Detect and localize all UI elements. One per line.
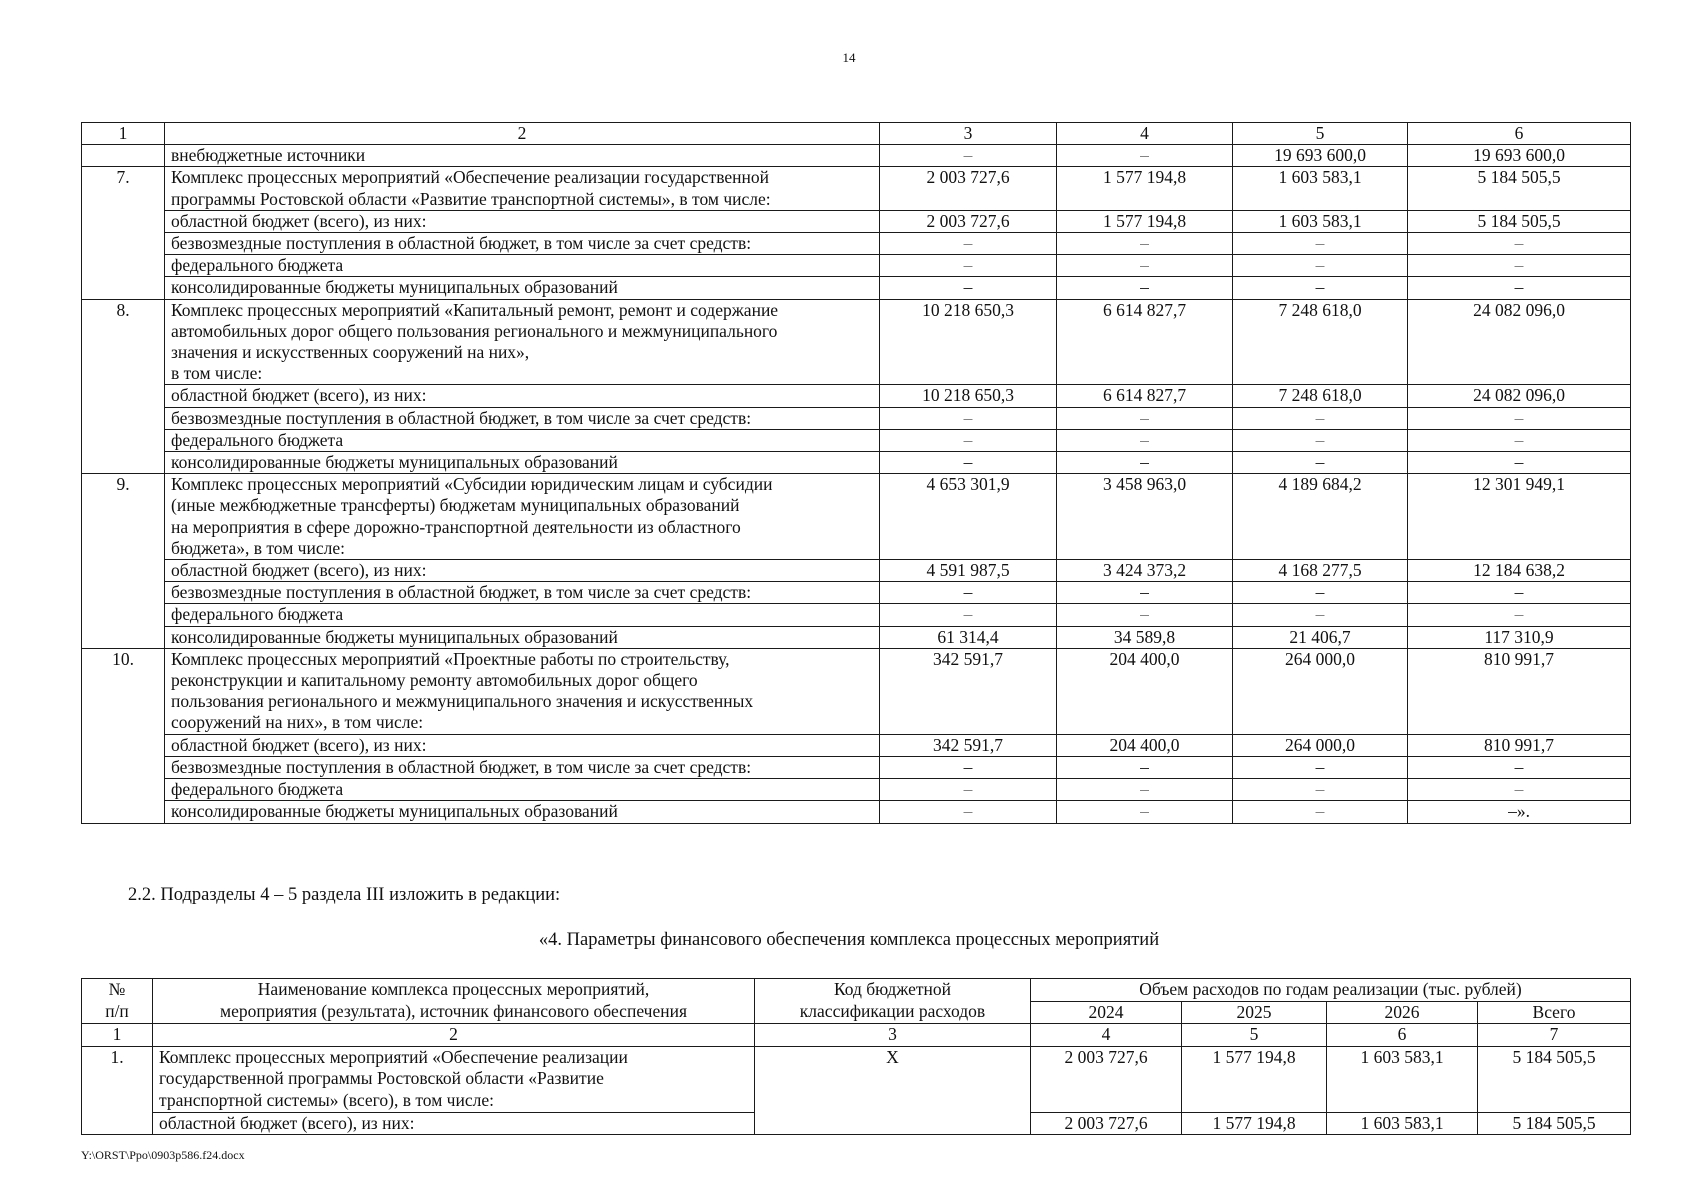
value-cell: – <box>1233 233 1408 255</box>
value-cell: – <box>880 145 1057 167</box>
total-header: Всего <box>1478 1001 1631 1024</box>
complex-title <box>165 474 880 560</box>
col-number-cell: 2 <box>153 1024 755 1047</box>
value-cell: 24 082 096,0 <box>1408 385 1631 407</box>
value-cell: – <box>1233 255 1408 277</box>
label-cell: безвозмездные поступления в областной бюджет, в том числе за счет средств: <box>165 233 880 255</box>
table-row <box>82 299 1631 385</box>
value-cell: – <box>1057 429 1233 451</box>
header-budget-code <box>755 979 1031 1024</box>
text-line: Наименование комплекса процессных мероприятий, <box>257 979 650 999</box>
label-cell: федерального бюджета <box>165 255 880 277</box>
text-line: Комплекс процессных мероприятий «Субсидии юридическим лицам и субсидии <box>171 474 773 495</box>
col-number-cell: 6 <box>1408 123 1631 145</box>
table-row <box>82 167 1631 210</box>
table-row <box>82 582 1631 604</box>
section-subtitle: «4. Параметры финансового обеспечения комплекса процессных мероприятий <box>538 930 1160 950</box>
row-number: 10. <box>82 648 165 823</box>
value-cell: – <box>1057 407 1233 429</box>
value-cell: 10 218 650,3 <box>880 299 1057 385</box>
financing-table-continued <box>81 122 1631 824</box>
value-cell: 1 603 583,1 <box>1233 167 1408 210</box>
value-cell: 342 591,7 <box>880 648 1057 734</box>
label-cell: федерального бюджета <box>165 779 880 801</box>
value-cell: 204 400,0 <box>1057 734 1233 756</box>
text-line: (иные межбюджетные трансферты) бюджетам муниципальных образований <box>171 495 740 516</box>
table-row <box>82 756 1631 778</box>
header-expense-volume: Объем расходов по годам реализации (тыс. рублей) <box>1031 979 1631 1002</box>
header-name <box>153 979 755 1024</box>
page-number: 14 <box>842 50 856 65</box>
value-cell: – <box>880 756 1057 778</box>
col-number-cell: 2 <box>165 123 880 145</box>
value-cell: 1 577 194,8 <box>1182 1046 1327 1112</box>
value-cell: – <box>1408 604 1631 626</box>
table-row <box>82 210 1631 232</box>
value-cell: 4 168 277,5 <box>1233 560 1408 582</box>
text-line: государственной программы Ростовской области «Развитие <box>159 1068 604 1089</box>
value-cell: 4 653 301,9 <box>880 474 1057 560</box>
header-row <box>82 979 1631 1002</box>
value-cell: – <box>1233 582 1408 604</box>
value-cell: – <box>1408 255 1631 277</box>
value-cell: 12 184 638,2 <box>1408 560 1631 582</box>
label-cell: безвозмездные поступления в областной бюджет, в том числе за счет средств: <box>165 582 880 604</box>
value-cell: 1 577 194,8 <box>1182 1112 1327 1135</box>
row-number: 9. <box>82 474 165 649</box>
value-cell: 264 000,0 <box>1233 734 1408 756</box>
text-line: мероприятия (результата), источник финансового обеспечения <box>220 1000 687 1021</box>
text-line: значения и искусственных сооружений на них», <box>171 342 530 363</box>
year-header: 2025 <box>1182 1001 1327 1024</box>
table-row <box>82 779 1631 801</box>
label-cell: областной бюджет (всего), из них: <box>165 385 880 407</box>
value-cell: 810 991,7 <box>1408 648 1631 734</box>
col-number-cell: 1 <box>82 123 165 145</box>
value-cell: –». <box>1408 801 1631 823</box>
table-row <box>82 604 1631 626</box>
value-cell: – <box>1057 277 1233 299</box>
text-line: программы Ростовской области «Развитие транспортной системы», в том числе: <box>171 188 771 209</box>
value-cell: – <box>880 582 1057 604</box>
file-path: Y:\ORST\Ppo\0903p586.f24.docx <box>81 1148 245 1162</box>
value-cell: – <box>880 255 1057 277</box>
value-cell: – <box>1057 604 1233 626</box>
value-cell: 5 184 505,5 <box>1478 1112 1631 1135</box>
text-line: автомобильных дорог общего пользования регионального и межмуниципального <box>171 320 778 341</box>
value-cell: 34 589,8 <box>1057 626 1233 648</box>
value-cell: 6 614 827,7 <box>1057 385 1233 407</box>
text-line: классификации расходов <box>799 1000 986 1021</box>
table-row <box>82 429 1631 451</box>
value-cell: – <box>880 779 1057 801</box>
col-number-cell: 5 <box>1182 1024 1327 1047</box>
financing-parameters-table <box>81 978 1631 1135</box>
value-cell: 7 248 618,0 <box>1233 385 1408 407</box>
value-cell: – <box>1057 145 1233 167</box>
table-row <box>82 474 1631 560</box>
header-number <box>82 979 153 1024</box>
table-row <box>82 648 1631 734</box>
label-cell: консолидированные бюджеты муниципальных образований <box>165 277 880 299</box>
value-cell: 4 591 987,5 <box>880 560 1057 582</box>
value-cell: – <box>1057 779 1233 801</box>
label-cell: областной бюджет (всего), из них: <box>165 210 880 232</box>
value-cell: – <box>1057 452 1233 474</box>
value-cell: – <box>1057 233 1233 255</box>
value-cell: 21 406,7 <box>1233 626 1408 648</box>
col-number-cell: 4 <box>1057 123 1233 145</box>
label-cell: безвозмездные поступления в областной бюджет, в том числе за счет средств: <box>165 407 880 429</box>
row-number: 1. <box>82 1046 153 1134</box>
table-row <box>82 385 1631 407</box>
value-cell: – <box>1408 233 1631 255</box>
value-cell: 4 189 684,2 <box>1233 474 1408 560</box>
text-line: Код бюджетной <box>833 979 952 999</box>
budget-code-cell: Х <box>755 1046 1031 1134</box>
value-cell: – <box>1057 756 1233 778</box>
text-line: Комплекс процессных мероприятий «Проектные работы по строительству, <box>171 648 730 669</box>
col-number-cell: 6 <box>1327 1024 1478 1047</box>
label-cell: консолидированные бюджеты муниципальных образований <box>165 801 880 823</box>
text-line: Комплекс процессных мероприятий «Обеспечение реализации <box>159 1046 628 1067</box>
label-cell: федерального бюджета <box>165 604 880 626</box>
value-cell: 7 248 618,0 <box>1233 299 1408 385</box>
value-cell: 24 082 096,0 <box>1408 299 1631 385</box>
value-cell: – <box>1057 255 1233 277</box>
table-row <box>82 626 1631 648</box>
value-cell: – <box>1408 582 1631 604</box>
column-number-row <box>82 1024 1631 1047</box>
value-cell: 1 603 583,1 <box>1233 210 1408 232</box>
text-line: сооружений на них», в том числе: <box>171 712 424 733</box>
value-cell: 5 184 505,5 <box>1408 210 1631 232</box>
table-row <box>82 452 1631 474</box>
value-cell: 2 003 727,6 <box>1031 1046 1182 1112</box>
value-cell: – <box>1408 407 1631 429</box>
col-number-cell: 5 <box>1233 123 1408 145</box>
label-cell: федерального бюджета <box>165 429 880 451</box>
value-cell: 810 991,7 <box>1408 734 1631 756</box>
table-row <box>82 255 1631 277</box>
col-number-cell: 7 <box>1478 1024 1631 1047</box>
value-cell: 1 577 194,8 <box>1057 210 1233 232</box>
text-line: № <box>108 979 126 999</box>
value-cell: – <box>1408 452 1631 474</box>
value-cell: – <box>880 452 1057 474</box>
value-cell: – <box>880 233 1057 255</box>
col-number-cell: 3 <box>880 123 1057 145</box>
value-cell: – <box>880 277 1057 299</box>
value-cell: 61 314,4 <box>880 626 1057 648</box>
value-cell: 1 603 583,1 <box>1327 1046 1478 1112</box>
complex-title <box>165 648 880 734</box>
number-cell <box>82 145 165 167</box>
text-line: на мероприятия в сфере дорожно-транспортной деятельности из областного <box>171 516 741 537</box>
value-cell: 5 184 505,5 <box>1408 167 1631 210</box>
value-cell: 19 693 600,0 <box>1408 145 1631 167</box>
value-cell: 2 003 727,6 <box>1031 1112 1182 1135</box>
table-row <box>82 145 1631 167</box>
value-cell: – <box>1233 277 1408 299</box>
value-cell: 3 424 373,2 <box>1057 560 1233 582</box>
value-cell: 264 000,0 <box>1233 648 1408 734</box>
value-cell: – <box>880 604 1057 626</box>
value-cell: – <box>1408 779 1631 801</box>
complex-title <box>165 299 880 385</box>
col-number-cell: 3 <box>755 1024 1031 1047</box>
label-cell: областной бюджет (всего), из них: <box>165 560 880 582</box>
value-cell: 3 458 963,0 <box>1057 474 1233 560</box>
year-header: 2026 <box>1327 1001 1478 1024</box>
text-line: Комплекс процессных мероприятий «Обеспечение реализации государственной <box>171 167 769 188</box>
value-cell: – <box>880 429 1057 451</box>
row-number: 7. <box>82 167 165 299</box>
value-cell: 342 591,7 <box>880 734 1057 756</box>
table-row <box>82 560 1631 582</box>
value-cell: 12 301 949,1 <box>1408 474 1631 560</box>
value-cell: – <box>1408 277 1631 299</box>
year-header: 2024 <box>1031 1001 1182 1024</box>
value-cell: – <box>1408 429 1631 451</box>
value-cell: – <box>1233 604 1408 626</box>
value-cell: 2 003 727,6 <box>880 210 1057 232</box>
col-number-cell: 1 <box>82 1024 153 1047</box>
value-cell: 1 577 194,8 <box>1057 167 1233 210</box>
value-cell: – <box>1233 779 1408 801</box>
complex-title <box>153 1046 755 1112</box>
label-cell: внебюджетные источники <box>165 145 880 167</box>
value-cell: – <box>1408 756 1631 778</box>
value-cell: 117 310,9 <box>1408 626 1631 648</box>
label-cell: областной бюджет (всего), из них: <box>165 734 880 756</box>
text-line: пользования регионального и межмуниципального значения и искусственных <box>171 691 754 712</box>
text-line: бюджета», в том числе: <box>171 537 345 558</box>
value-cell: – <box>880 801 1057 823</box>
value-cell: – <box>1233 452 1408 474</box>
value-cell: – <box>1233 756 1408 778</box>
col-number-cell: 4 <box>1031 1024 1182 1047</box>
table-row <box>82 1046 1631 1112</box>
complex-title <box>165 167 880 210</box>
value-cell: 5 184 505,5 <box>1478 1046 1631 1112</box>
value-cell: – <box>1233 407 1408 429</box>
value-cell: 10 218 650,3 <box>880 385 1057 407</box>
amendment-paragraph: 2.2. Подразделы 4 – 5 раздела III изложить в редакции: <box>128 885 561 905</box>
label-cell: безвозмездные поступления в областной бюджет, в том числе за счет средств: <box>165 756 880 778</box>
value-cell: 1 603 583,1 <box>1327 1112 1478 1135</box>
value-cell: 6 614 827,7 <box>1057 299 1233 385</box>
label-cell: консолидированные бюджеты муниципальных образований <box>165 452 880 474</box>
table-row <box>82 233 1631 255</box>
value-cell: 2 003 727,6 <box>880 167 1057 210</box>
label-cell: областной бюджет (всего), из них: <box>153 1112 755 1135</box>
table-row <box>82 277 1631 299</box>
value-cell: – <box>1057 582 1233 604</box>
value-cell: – <box>880 407 1057 429</box>
table-row <box>82 801 1631 823</box>
table-row <box>82 734 1631 756</box>
label-cell: консолидированные бюджеты муниципальных образований <box>165 626 880 648</box>
text-line: в том числе: <box>171 363 263 384</box>
value-cell: – <box>1233 801 1408 823</box>
text-line: реконструкции и капитальному ремонту автомобильных дорог общего <box>171 670 698 691</box>
column-number-row <box>82 123 1631 145</box>
text-line: п/п <box>105 1000 129 1021</box>
value-cell: 19 693 600,0 <box>1233 145 1408 167</box>
text-line: транспортной системы» (всего), в том числе: <box>159 1089 494 1110</box>
value-cell: – <box>1233 429 1408 451</box>
value-cell: 204 400,0 <box>1057 648 1233 734</box>
row-number: 8. <box>82 299 165 474</box>
text-line: Комплекс процессных мероприятий «Капитальный ремонт, ремонт и содержание <box>171 299 779 320</box>
value-cell: – <box>1057 801 1233 823</box>
table-row <box>82 407 1631 429</box>
